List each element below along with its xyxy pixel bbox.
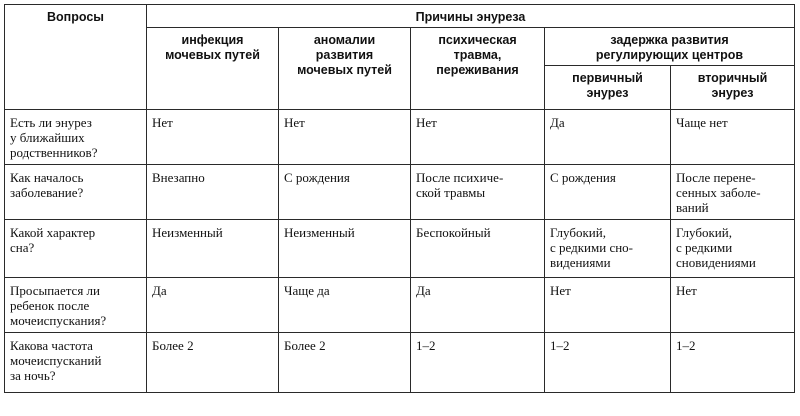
cell-primary: С рождения: [545, 165, 671, 220]
header-trauma: психическая травма, переживания: [411, 28, 545, 110]
enuresis-causes-table: [4, 4, 795, 393]
header-primary: первичный энурез: [545, 66, 671, 110]
cell-anomalies: Чаще да: [279, 278, 411, 333]
table-row: [5, 220, 795, 278]
cell-secondary: Глубокий, с редкими сновидениями: [671, 220, 795, 278]
header-delay: задержка развития регулирующих центров: [545, 28, 795, 66]
cell-infection: Да: [147, 278, 279, 333]
header-infection: инфекция мочевых путей: [147, 28, 279, 110]
row-question: Какой характер сна?: [5, 220, 147, 278]
cell-trauma: 1–2: [411, 333, 545, 393]
row-question: Есть ли энурез у ближайших родственников?: [5, 110, 147, 165]
cell-anomalies: Нет: [279, 110, 411, 165]
row-question: Как началось заболевание?: [5, 165, 147, 220]
cell-secondary: Чаще нет: [671, 110, 795, 165]
cell-trauma: Да: [411, 278, 545, 333]
cell-trauma: Беспокойный: [411, 220, 545, 278]
cell-infection: Более 2: [147, 333, 279, 393]
row-question: Просыпается ли ребенок после мочеиспускания?: [5, 278, 147, 333]
cell-anomalies: С рождения: [279, 165, 411, 220]
cell-anomalies: Более 2: [279, 333, 411, 393]
cell-anomalies: Неизменный: [279, 220, 411, 278]
table-row: [5, 165, 795, 220]
header-anomalies: аномалии развития мочевых путей: [279, 28, 411, 110]
cell-primary: Нет: [545, 278, 671, 333]
cell-primary: Глубокий, с редкими сно- видениями: [545, 220, 671, 278]
table-row: [5, 278, 795, 333]
header-causes: Причины энуреза: [147, 5, 795, 28]
cell-primary: 1–2: [545, 333, 671, 393]
table-row: [5, 110, 795, 165]
cell-primary: Да: [545, 110, 671, 165]
cell-infection: Нет: [147, 110, 279, 165]
cell-infection: Внезапно: [147, 165, 279, 220]
cell-secondary: 1–2: [671, 333, 795, 393]
cell-secondary: Нет: [671, 278, 795, 333]
header-secondary: вторичный энурез: [671, 66, 795, 110]
cell-secondary: После перене- сенных заболе- ваний: [671, 165, 795, 220]
header-questions: Вопросы: [5, 5, 147, 110]
cell-infection: Неизменный: [147, 220, 279, 278]
table-row: [5, 333, 795, 393]
header-row-1: [5, 5, 795, 28]
cell-trauma: После психиче- ской травмы: [411, 165, 545, 220]
cell-trauma: Нет: [411, 110, 545, 165]
row-question: Какова частота мочеиспусканий за ночь?: [5, 333, 147, 393]
